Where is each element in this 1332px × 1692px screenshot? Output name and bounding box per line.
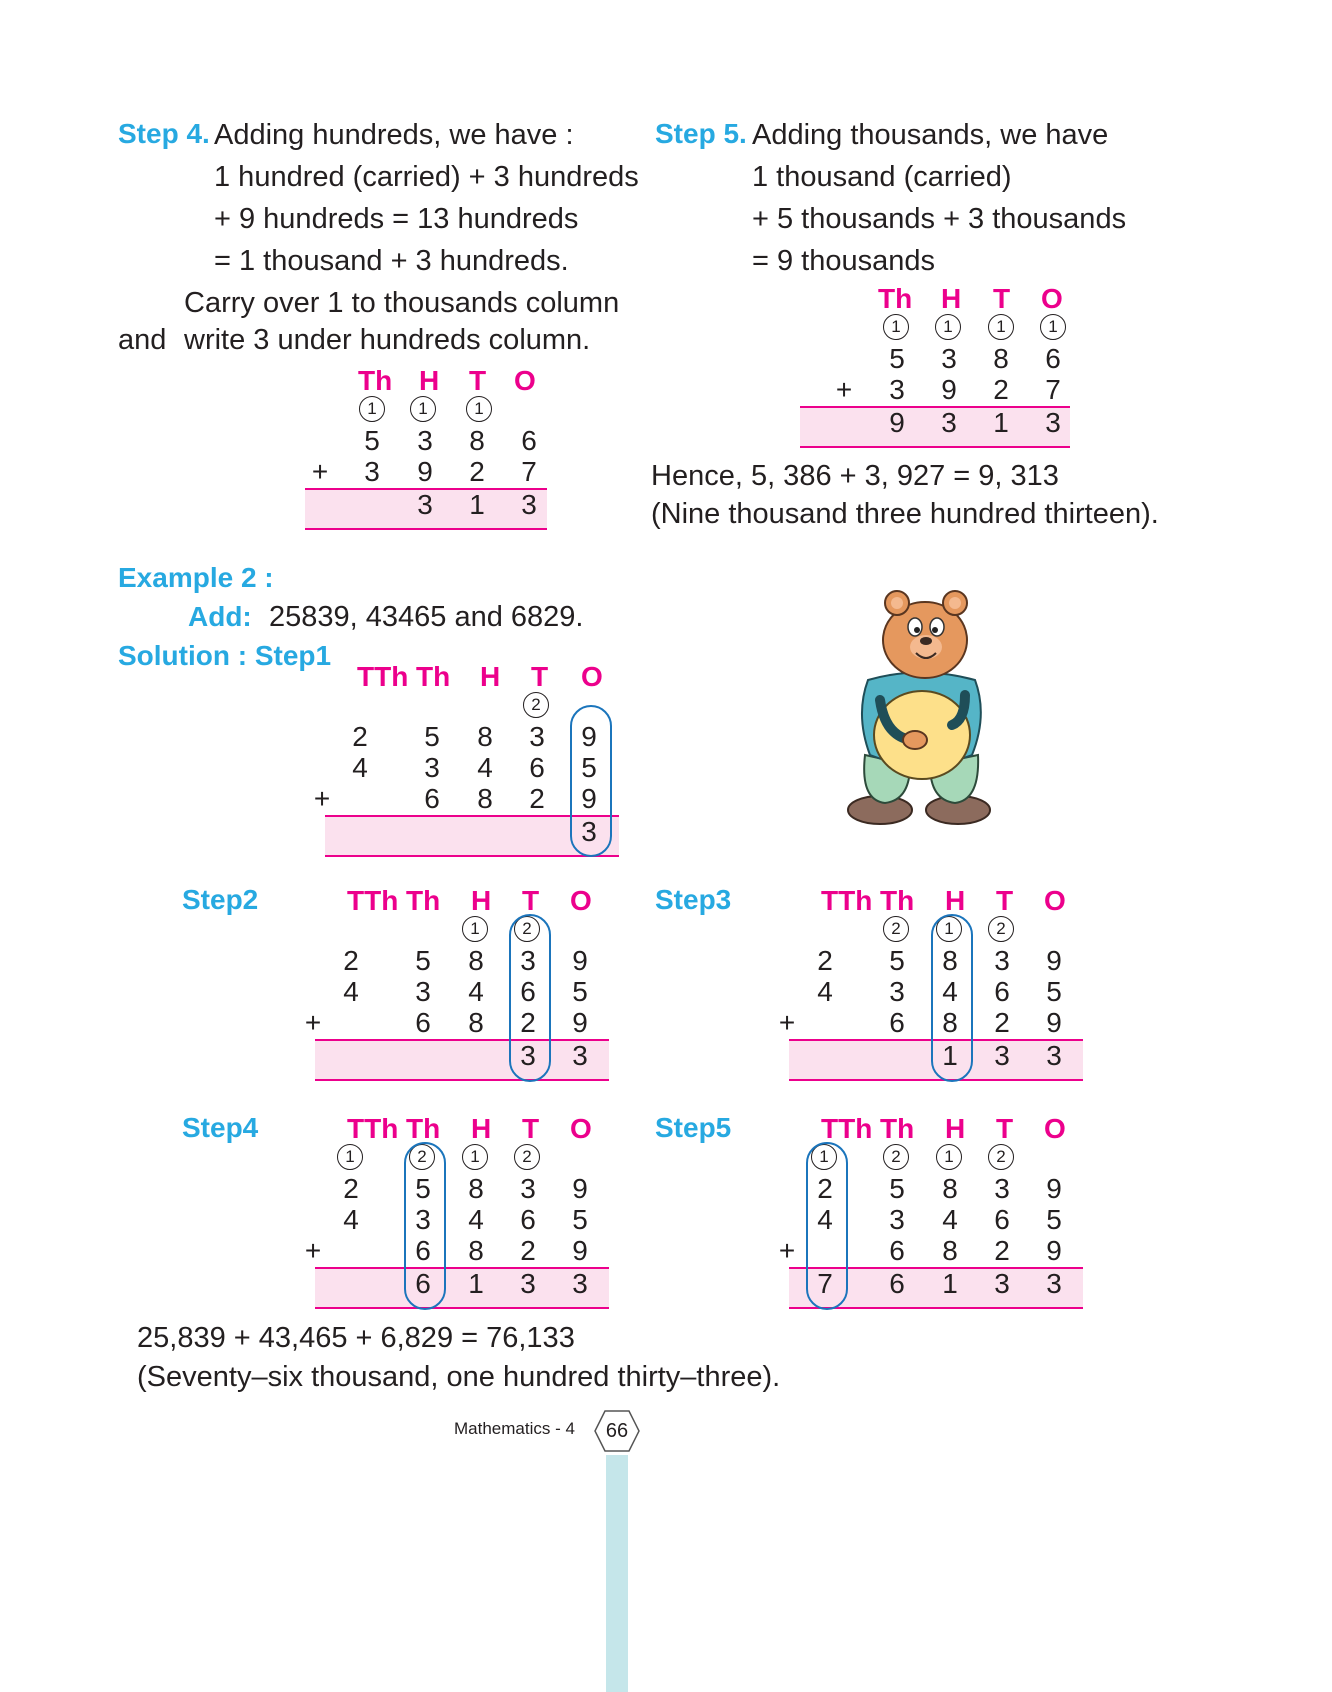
digit: 5 [889, 945, 905, 976]
result-digit: 1 [942, 1040, 958, 1071]
carry-circle: 1 [883, 314, 909, 340]
step4-line-2: 1 hundred (carried) + 3 hundreds [214, 161, 639, 193]
digit: 3 [415, 1204, 431, 1235]
step4-line-3: + 9 hundreds = 13 hundreds [214, 203, 579, 235]
digit: 8 [468, 1173, 484, 1204]
hence-words: (Nine thousand three hundred thirteen). [651, 498, 1159, 530]
digit: 2 [520, 1007, 536, 1038]
step2-label: Step2 [182, 884, 259, 915]
column-header: Th [416, 661, 451, 692]
column-header: T [522, 1113, 540, 1144]
result-digit: 1 [469, 489, 485, 520]
digit: 5 [364, 425, 380, 456]
digit: 5 [415, 1173, 431, 1204]
carry-circle: 2 [514, 1144, 540, 1170]
digit: 8 [477, 783, 493, 814]
digit: 4 [343, 1204, 359, 1235]
digit: 9 [581, 721, 597, 752]
column-header: H [419, 365, 440, 396]
digit: 3 [415, 976, 431, 1007]
step5-line-3: + 5 thousands + 3 thousands [752, 203, 1127, 235]
add-numbers: 25839, 43465 and 6829. [269, 601, 584, 633]
digit: 2 [994, 1235, 1010, 1266]
result-digit: 3 [941, 407, 957, 438]
digit: 3 [994, 945, 1010, 976]
result-digit: 3 [572, 1268, 588, 1299]
solution-label: Solution : Step1 [118, 640, 332, 671]
digit: 2 [817, 945, 833, 976]
digit: 4 [477, 752, 493, 783]
result-digit: 3 [581, 816, 597, 847]
result-digit: 3 [417, 489, 433, 520]
digit: 3 [994, 1173, 1010, 1204]
digit: 3 [889, 1204, 905, 1235]
digit: 8 [993, 343, 1009, 374]
digit: 6 [520, 976, 536, 1007]
result-digit: 3 [1046, 1040, 1062, 1071]
step4-carry-line-2: write 3 under hundreds column. [184, 324, 591, 356]
step5-label: Step 5. [655, 118, 747, 149]
digit: 7 [1045, 374, 1061, 405]
column-header: T [996, 1113, 1014, 1144]
step4-label: Step 4. [118, 118, 210, 149]
plus-sign: + [778, 1235, 796, 1266]
digit: 4 [817, 976, 833, 1007]
digit: 6 [424, 783, 440, 814]
step5b-label: Step5 [655, 1112, 732, 1143]
carry-circle: 1 [936, 1144, 962, 1170]
step5-line-2: 1 thousand (carried) [752, 161, 1012, 193]
digit: 6 [415, 1007, 431, 1038]
add-label: Add: [188, 601, 252, 632]
example2-title: Example 2 : [118, 562, 274, 593]
result-digit: 1 [942, 1268, 958, 1299]
digit: 5 [572, 1204, 588, 1235]
digit: 9 [1046, 1173, 1062, 1204]
digit: 3 [520, 1173, 536, 1204]
carry-circle: 1 [466, 396, 492, 422]
column-highlight-oval [931, 914, 973, 1082]
digit: 4 [468, 1204, 484, 1235]
digit: 4 [817, 1204, 833, 1235]
result-digit: 7 [817, 1268, 833, 1299]
column-header: O [1044, 885, 1066, 916]
digit: 9 [417, 456, 433, 487]
step4-carry-and: and [118, 324, 167, 356]
digit: 8 [942, 1173, 958, 1204]
page-number: 66 [605, 1420, 629, 1442]
digit: 8 [942, 945, 958, 976]
digit: 4 [942, 1204, 958, 1235]
column-header: H [471, 1113, 492, 1144]
digit: 8 [942, 1235, 958, 1266]
result-digit: 1 [993, 407, 1009, 438]
carry-circle: 2 [883, 1144, 909, 1170]
column-highlight-oval [570, 705, 612, 857]
column-header: Th [358, 365, 393, 396]
column-header: O [514, 365, 536, 396]
column-header: H [480, 661, 501, 692]
column-highlight-oval [509, 914, 551, 1082]
digit: 6 [520, 1204, 536, 1235]
digit: 4 [343, 976, 359, 1007]
plus-sign: + [311, 456, 329, 487]
step4-carry-line-1: Carry over 1 to thousands column [184, 287, 620, 319]
result-digit: 3 [520, 1040, 536, 1071]
result-digit: 3 [572, 1040, 588, 1071]
plus-sign: + [304, 1007, 322, 1038]
digit: 6 [529, 752, 545, 783]
digit: 5 [424, 721, 440, 752]
column-header: T [469, 365, 487, 396]
digit: 5 [415, 945, 431, 976]
carry-circle: 1 [936, 916, 962, 942]
digit: 5 [1046, 1204, 1062, 1235]
column-header: Th [880, 885, 915, 916]
plus-sign: + [835, 374, 853, 405]
carry-circle: 1 [1040, 314, 1066, 340]
carry-circle: 1 [410, 396, 436, 422]
column-header: TTh [821, 885, 873, 916]
digit: 6 [889, 1235, 905, 1266]
page-tab-strip [606, 1455, 628, 1692]
result-digit: 6 [415, 1268, 431, 1299]
plus-sign: + [778, 1007, 796, 1038]
digit: 2 [469, 456, 485, 487]
column-header: Th [406, 1113, 441, 1144]
digit: 8 [468, 1235, 484, 1266]
digit: 7 [521, 456, 537, 487]
step4-line-4: = 1 thousand + 3 hundreds. [214, 245, 569, 277]
digit: 2 [343, 1173, 359, 1204]
digit: 5 [889, 343, 905, 374]
digit: 8 [468, 1007, 484, 1038]
digit: 5 [889, 1173, 905, 1204]
digit: 9 [581, 783, 597, 814]
digit: 8 [468, 945, 484, 976]
final-sum: 25,839 + 43,465 + 6,829 = 76,133 [137, 1322, 575, 1354]
digit: 2 [352, 721, 368, 752]
column-header: H [941, 283, 962, 314]
carry-circle: 1 [811, 1144, 837, 1170]
column-header: H [945, 1113, 966, 1144]
column-header: T [993, 283, 1011, 314]
carry-circle: 1 [359, 396, 385, 422]
result-digit: 3 [1045, 407, 1061, 438]
digit: 9 [572, 1235, 588, 1266]
digit: 8 [469, 425, 485, 456]
column-highlight-oval [806, 1142, 848, 1310]
column-header: H [945, 885, 966, 916]
result-digit: 3 [521, 489, 537, 520]
digit: 2 [343, 945, 359, 976]
digit: 8 [942, 1007, 958, 1038]
column-highlight-oval [404, 1142, 446, 1310]
digit: 6 [994, 976, 1010, 1007]
digit: 4 [352, 752, 368, 783]
carry-circle: 1 [988, 314, 1014, 340]
digit: 6 [994, 1204, 1010, 1235]
column-header: H [471, 885, 492, 916]
step3-label: Step3 [655, 884, 732, 915]
digit: 2 [817, 1173, 833, 1204]
footer-book-title: Mathematics - 4 [454, 1419, 575, 1438]
column-header: O [581, 661, 603, 692]
digit: 6 [415, 1235, 431, 1266]
digit: 5 [572, 976, 588, 1007]
column-header: O [570, 1113, 592, 1144]
column-header: TTh [821, 1113, 873, 1144]
digit: 2 [520, 1235, 536, 1266]
carry-circle: 2 [988, 916, 1014, 942]
digit: 5 [1046, 976, 1062, 1007]
carry-circle: 2 [988, 1144, 1014, 1170]
hence-statement: Hence, 5, 386 + 3, 927 = 9, 313 [651, 460, 1059, 492]
digit: 6 [889, 1007, 905, 1038]
carry-circle: 1 [337, 1144, 363, 1170]
carry-circle: 2 [523, 692, 549, 718]
digit: 9 [572, 1007, 588, 1038]
column-header: O [570, 885, 592, 916]
result-digit: 3 [994, 1268, 1010, 1299]
digit: 9 [572, 945, 588, 976]
carry-circle: 2 [409, 1144, 435, 1170]
column-header: O [1041, 283, 1063, 314]
result-digit: 3 [994, 1040, 1010, 1071]
digit: 2 [994, 1007, 1010, 1038]
result-digit: 3 [520, 1268, 536, 1299]
result-digit: 3 [1046, 1268, 1062, 1299]
digit: 5 [581, 752, 597, 783]
carry-circle: 2 [883, 916, 909, 942]
column-header: T [996, 885, 1014, 916]
digit: 9 [1046, 945, 1062, 976]
digit: 6 [1045, 343, 1061, 374]
digit: 4 [942, 976, 958, 1007]
digit: 3 [941, 343, 957, 374]
carry-circle: 1 [462, 916, 488, 942]
digit: 8 [477, 721, 493, 752]
digit: 3 [417, 425, 433, 456]
digit: 9 [941, 374, 957, 405]
result-digit: 9 [889, 407, 905, 438]
result-digit: 6 [889, 1268, 905, 1299]
column-header: Th [880, 1113, 915, 1144]
step4b-label: Step4 [182, 1112, 259, 1143]
digit: 2 [529, 783, 545, 814]
final-words: (Seventy–six thousand, one hundred thirty–three). [137, 1361, 781, 1393]
step5-line-4: = 9 thousands [752, 245, 936, 277]
column-header: TTh [357, 661, 409, 692]
plus-sign: + [313, 783, 331, 814]
column-header: T [522, 885, 540, 916]
digit: 9 [1046, 1007, 1062, 1038]
carry-circle: 1 [935, 314, 961, 340]
digit: 3 [364, 456, 380, 487]
column-header: T [531, 661, 549, 692]
digit: 9 [1046, 1235, 1062, 1266]
digit: 9 [572, 1173, 588, 1204]
carry-circle: 2 [514, 916, 540, 942]
digit: 2 [993, 374, 1009, 405]
digit: 3 [424, 752, 440, 783]
result-digit: 1 [468, 1268, 484, 1299]
step4-line-1: Adding hundreds, we have : [214, 119, 574, 151]
column-header: TTh [347, 885, 399, 916]
step5-line-1: Adding thousands, we have [752, 119, 1109, 151]
column-header: TTh [347, 1113, 399, 1144]
digit: 3 [889, 976, 905, 1007]
carry-circle: 1 [462, 1144, 488, 1170]
digit: 3 [520, 945, 536, 976]
bear-illustration [840, 585, 1000, 830]
column-header: Th [406, 885, 441, 916]
column-header: Th [878, 283, 913, 314]
column-header: O [1044, 1113, 1066, 1144]
digit: 3 [889, 374, 905, 405]
digit: 6 [521, 425, 537, 456]
digit: 4 [468, 976, 484, 1007]
digit: 3 [529, 721, 545, 752]
plus-sign: + [304, 1235, 322, 1266]
